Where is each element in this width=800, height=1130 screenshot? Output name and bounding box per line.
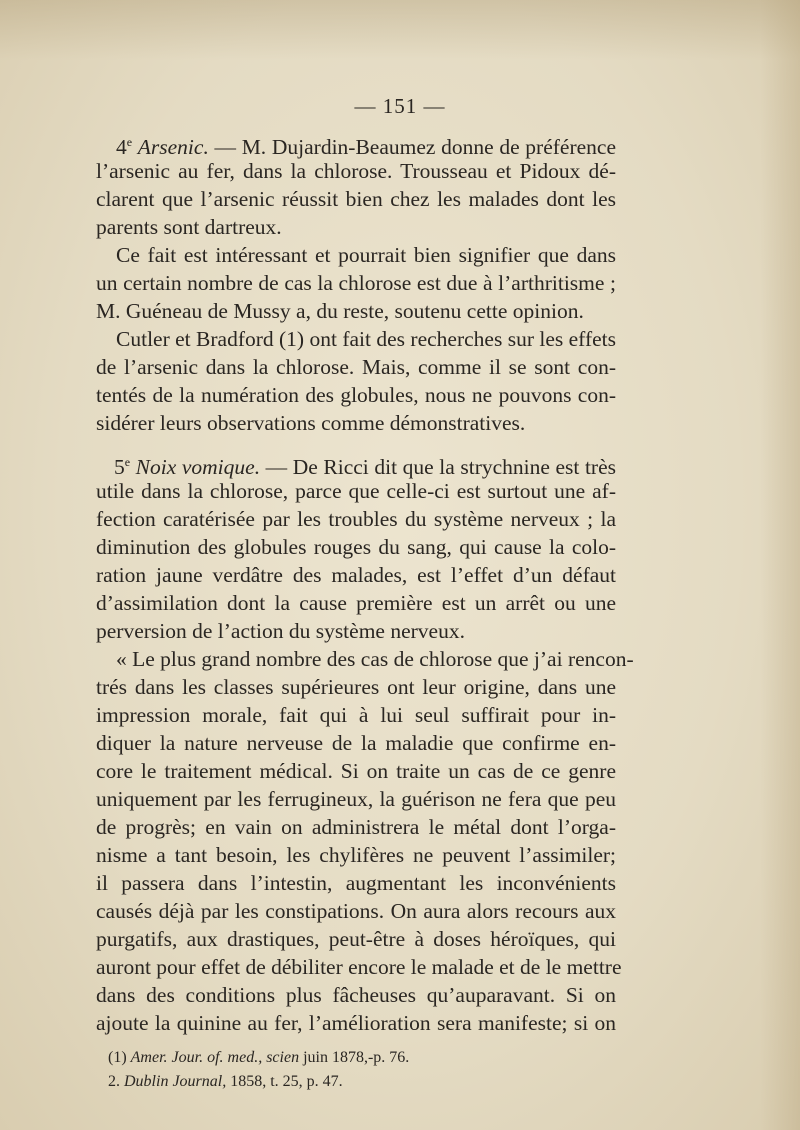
text-line: purgatifs, aux drastiques, peut-être à doses héroïques, qui [96, 927, 616, 951]
section-number-suffix: e [126, 135, 133, 149]
text-line: Cutler et Bradford (1) ont fait des recherches sur les effets [116, 327, 616, 351]
quote-start-line: « Le plus grand nombre des cas de chlorose que j’ai rencon- [116, 647, 634, 671]
text-line: trés dans les classes supérieures ont leur origine, dans une [96, 675, 616, 699]
text-line: tentés de la numération des globules, nous ne pouvons con- [96, 383, 616, 407]
text-line: de l’arsenic dans la chlorose. Mais, comme il se sont con- [96, 355, 616, 379]
footnote-text: juin 1878,-p. 76. [299, 1049, 410, 1066]
text-line: de progrès; en vain on administrera le métal dont l’orga- [96, 815, 616, 839]
text-line: Ce fait est intéressant et pourrait bien signifier que dans [116, 243, 616, 267]
text-line: perversion de l’action du système nerveux. [96, 619, 465, 643]
text-line: diminution des globules rouges du sang, qui cause la colo- [96, 535, 616, 559]
text-line: fection caratérisée par les troubles du système nerveux ; la [96, 507, 616, 531]
text-line: d’assimilation dont la cause première est un arrêt ou une [96, 591, 616, 615]
footnote-source: Amer. Jour. of. med., scien [130, 1049, 300, 1066]
section-number: 4 [116, 135, 127, 160]
text-line: clarent que l’arsenic réussit bien chez les malades dont les [96, 187, 616, 211]
text-line: sidérer leurs observations comme démonstratives. [96, 411, 526, 435]
section-number-suffix: e [124, 455, 131, 469]
footnote-1 [108, 1047, 409, 1069]
footnote-number: 2. [108, 1073, 120, 1090]
text-line: nisme a tant besoin, les chylifères ne peuvent l’assimiler; [96, 843, 616, 867]
text-line: causés déjà par les constipations. On aura alors recours aux [96, 899, 616, 923]
text-line: dans des conditions plus fâcheuses qu’auparavant. Si on [96, 983, 616, 1007]
footnote-source: Dublin Journal, [124, 1073, 227, 1090]
page-shadow-top [0, 0, 800, 60]
text-line: — De Ricci dit que la strychnine est très [260, 455, 617, 480]
text-line: auront pour effet de débiliter encore le malade et de le mettre [96, 955, 622, 979]
section-title-arsenic: Arsenic. [137, 135, 209, 160]
text-line: il passera dans l’intestin, augmentant les inconvénients [96, 871, 616, 895]
text-line: un certain nombre de cas la chlorose est due à l’arthritisme ; [96, 271, 616, 295]
footnote-number: (1) [108, 1049, 127, 1066]
footnote-text: 1858, t. 25, p. 47. [226, 1073, 343, 1090]
section-number: 5 [114, 455, 125, 480]
section-title-noix-vomique: Noix vomique. [135, 455, 261, 480]
text-line: — M. Dujardin-Beaumez donne de préférence [208, 135, 617, 160]
text-line: impression morale, fait qui à lui seul suffirait pour in- [96, 703, 616, 727]
page-number: — 151 — [354, 94, 446, 118]
page-shadow-right [760, 0, 800, 1130]
footnote-2 [108, 1071, 343, 1093]
text-line: uniquement par les ferrugineux, la guérison ne fera que peu [96, 787, 616, 811]
text-line: parents sont dartreux. [96, 215, 282, 239]
text-line: diquer la nature nerveuse de la maladie que confirme en- [96, 731, 616, 755]
text-line: M. Guéneau de Mussy a, du reste, soutenu cette opinion. [96, 299, 584, 323]
text-line: utile dans la chlorose, parce que celle-ci est surtout une af- [96, 479, 616, 503]
text-line: l’arsenic au fer, dans la chlorose. Trousseau et Pidoux dé- [96, 159, 616, 183]
text-line: core le traitement médical. Si on traite un cas de ce genre [96, 759, 616, 783]
text-line: ajoute la quinine au fer, l’amélioration sera manifeste; si on [96, 1011, 616, 1035]
text-line: ration jaune verdâtre des malades, est l’effet d’un défaut [96, 563, 616, 587]
